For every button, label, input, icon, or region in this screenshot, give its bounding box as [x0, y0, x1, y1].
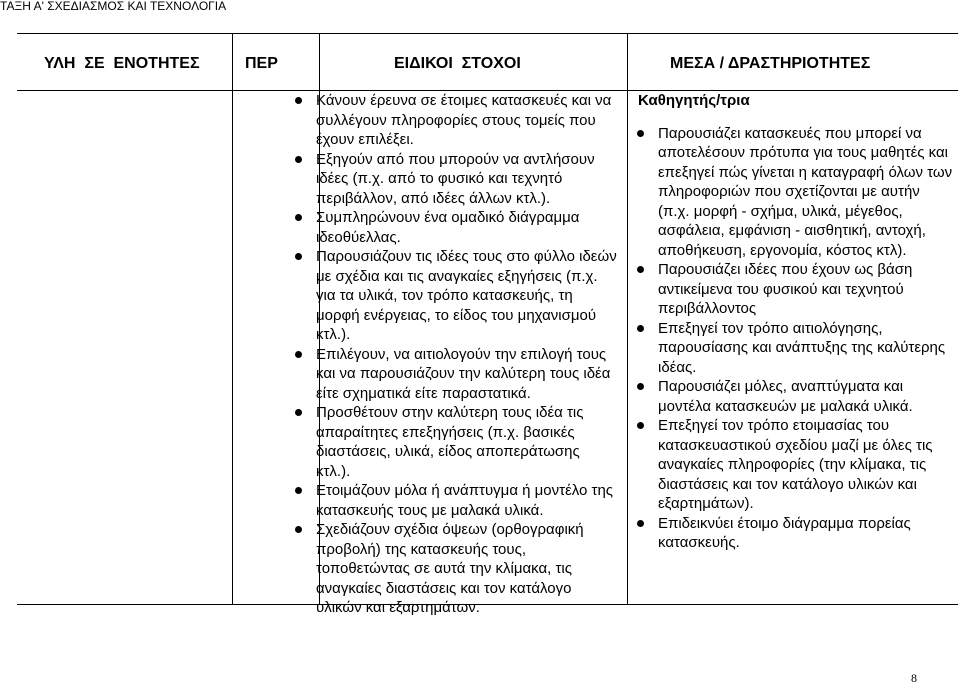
column-divider [232, 34, 233, 604]
page-number: 8 [911, 671, 917, 685]
objectives-cell [290, 91, 617, 616]
list-item: Σχεδιάζουν σχέδια όψεων (ορθογραφική προβολή) της κατασκευής τους, τοποθετώντας σε αυτά την κλίμακα, τις αναγκαίες διαστάσεις και τον κατάλογο υλικών και εξαρτημάτων. [290, 520, 617, 618]
header-topics: ΥΛΗ ΣΕ ΕΝΟΤΗΤΕΣ [44, 55, 200, 72]
list-item: Επεξηγεί τον τρόπο ετοιμασίας του κατασκευαστικού σχεδίου μαζί με όλες τις αναγκαίες πληροφορίες (την κλίμακα, τις διαστάσεις και τον κατάλογο υλικών και εξαρτημάτων). [632, 416, 954, 514]
list-item: Κάνουν έρευνα σε έτοιμες κατασκευές και να συλλέγουν πληροφορίες στους τομείς που έχουν επιλέξει. [290, 91, 617, 150]
teacher-activities-list [632, 124, 954, 553]
list-item: Προσθέτουν στην καλύτερη τους ιδέα τις απαραίτητες επεξηγήσεις (π.χ. βασικές διαστάσεις, υλικά, είδος αποπεράτωσης κτλ.). [290, 403, 617, 481]
header-objectives: ΕΙΔΙΚΟΙ ΣΤΟΧΟΙ [394, 55, 521, 72]
list-item: Παρουσιάζει ιδέες που έχουν ως βάση αντικείμενα του φυσικού και τεχνητού περιβάλλοντος [632, 260, 954, 319]
header-periods: ΠΕΡ [245, 55, 278, 72]
list-item: Επιλέγουν, να αιτιολογούν την επιλογή τους και να παρουσιάζουν την καλύτερη τους ιδέα είτε σχηματικά είτε παραστατικά. [290, 345, 617, 404]
table-header-row [17, 34, 958, 91]
column-divider [627, 34, 628, 604]
list-item: Παρουσιάζουν τις ιδέες τους στο φύλλο ιδεών με σχέδια και τις αναγκαίες εξηγήσεις (π.χ. για τα υλικά, τον τρόπο κατασκευής, τη μορφή ενέργειας, το είδος του μηχανισμού κτλ.). [290, 247, 617, 345]
list-item: Συμπληρώνουν ένα ομαδικό διάγραμμα ιδεοθύελλας. [290, 208, 617, 247]
list-item: Επιδεικνύει έτοιμο διάγραμμα πορείας κατασκευής. [632, 514, 954, 553]
header-activities: ΜΕΣΑ / ΔΡΑΣΤΗΡΙΟΤΗΤΕΣ [670, 55, 871, 72]
document-header: ΤΑΞΗ Α' ΣΧΕΔΙΑΣΜΟΣ ΚΑΙ ΤΕΧΝΟΛΟΓΙΑ [0, 0, 227, 13]
list-item: Εξηγούν από που μπορούν να αντλήσουν ιδέες (π.χ. από το φυσικό και τεχνητό περιβάλλον, από ιδέες άλλων κτλ.). [290, 150, 617, 209]
list-item: Ετοιμάζουν μόλα ή ανάπτυγμα ή μοντέλο της κατασκευής τους με μαλακά υλικά. [290, 481, 617, 520]
curriculum-table [17, 33, 958, 616]
activities-cell [632, 91, 954, 604]
student-objectives-list [290, 91, 617, 618]
list-item: Παρουσιάζει μόλες, αναπτύγματα και μοντέλα κατασκευών με μαλακά υλικά. [632, 377, 954, 416]
list-item: Επεξηγεί τον τρόπο αιτιολόγησης, παρουσίασης και ανάπτυξης της καλύτερης ιδέας. [632, 319, 954, 378]
list-item: Παρουσιάζει κατασκευές που μπορεί να αποτελέσουν πρότυπα για τους μαθητές και επεξηγεί πώς γίνεται η καταγραφή όλων των πληροφοριών που σχετίζονται με αυτήν (π.χ. μορφή - σχήμα, υλικά, μέγεθος, ασφάλεια, εμφάνιση - αισθητική, αντοχή, αποθήκευση, εργονομία, κόστος κτλ). [632, 124, 954, 261]
teacher-heading: Καθηγητής/τρια [638, 92, 750, 109]
